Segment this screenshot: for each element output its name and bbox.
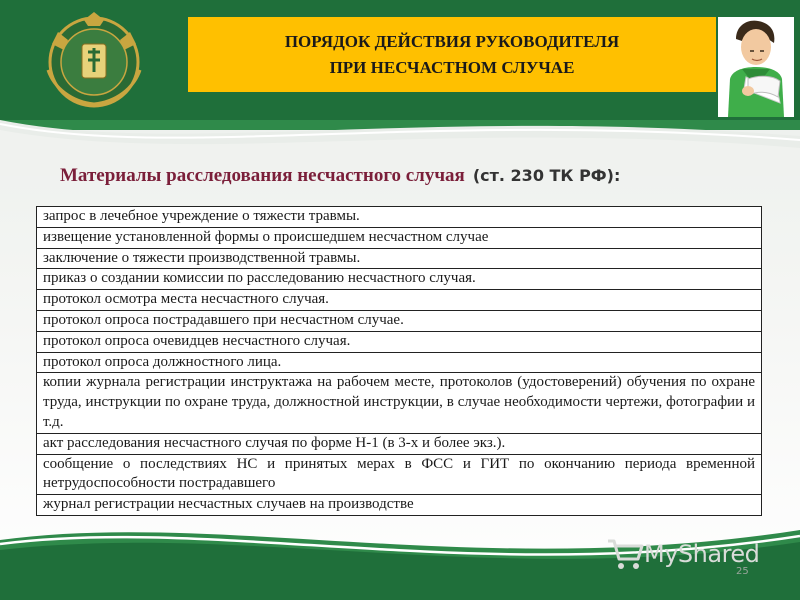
section-heading: [60, 165, 760, 195]
title-banner: [188, 17, 716, 92]
list-item: сообщение о последствиях НС и принятых мерах в ФСС и ГИТ по окончанию периода временной нетрудоспособности пострадавшего: [37, 454, 761, 495]
list-item: извещение установленной формы о происшедшем несчастном случае: [37, 227, 761, 248]
list-item: протокол опроса пострадавшего при несчастном случае.: [37, 310, 761, 331]
list-item: приказ о создании комиссии по расследованию несчастного случая.: [37, 268, 761, 289]
list-item: копии журнала регистрации инструктажа на рабочем месте, протоколов (удостоверений) обучения по охране труда, инструкции по охране труда, должностной инструкции, в случае необходимости чертежи, фотографии и т.д.: [37, 372, 761, 432]
university-emblem: [38, 10, 150, 110]
list-item: акт расследования несчастного случая по форме Н-1 (в 3-х и более экз.).: [37, 433, 761, 454]
slide-title: ПОРЯДОК ДЕЙСТВИЯ РУКОВОДИТЕЛЯ ПРИ НЕСЧАСТНОМ СЛУЧАЕ: [284, 32, 620, 77]
injured-person-illustration: [718, 17, 794, 117]
page-number: 25: [736, 566, 749, 577]
list-item: протокол опроса должностного лица.: [37, 352, 761, 373]
watermark: [606, 536, 792, 572]
list-item: протокол осмотра места несчастного случая.: [37, 289, 761, 310]
injured-person-icon: [718, 17, 794, 117]
list-item: журнал регистрации несчастных случаев на производстве: [37, 494, 761, 515]
shopping-cart-icon: [606, 537, 644, 571]
section-heading-reference: (ст. 230 ТК РФ):: [472, 166, 621, 185]
list-item: протокол опроса очевидцев несчастного случая.: [37, 331, 761, 352]
section-heading-text: Материалы расследования несчастного случая: [60, 165, 465, 186]
watermark-text: MyShared: [644, 540, 760, 568]
list-item: заключение о тяжести производственной травмы.: [37, 248, 761, 269]
materials-list: [36, 206, 762, 516]
list-item: запрос в лечебное учреждение о тяжести травмы.: [43, 208, 360, 224]
